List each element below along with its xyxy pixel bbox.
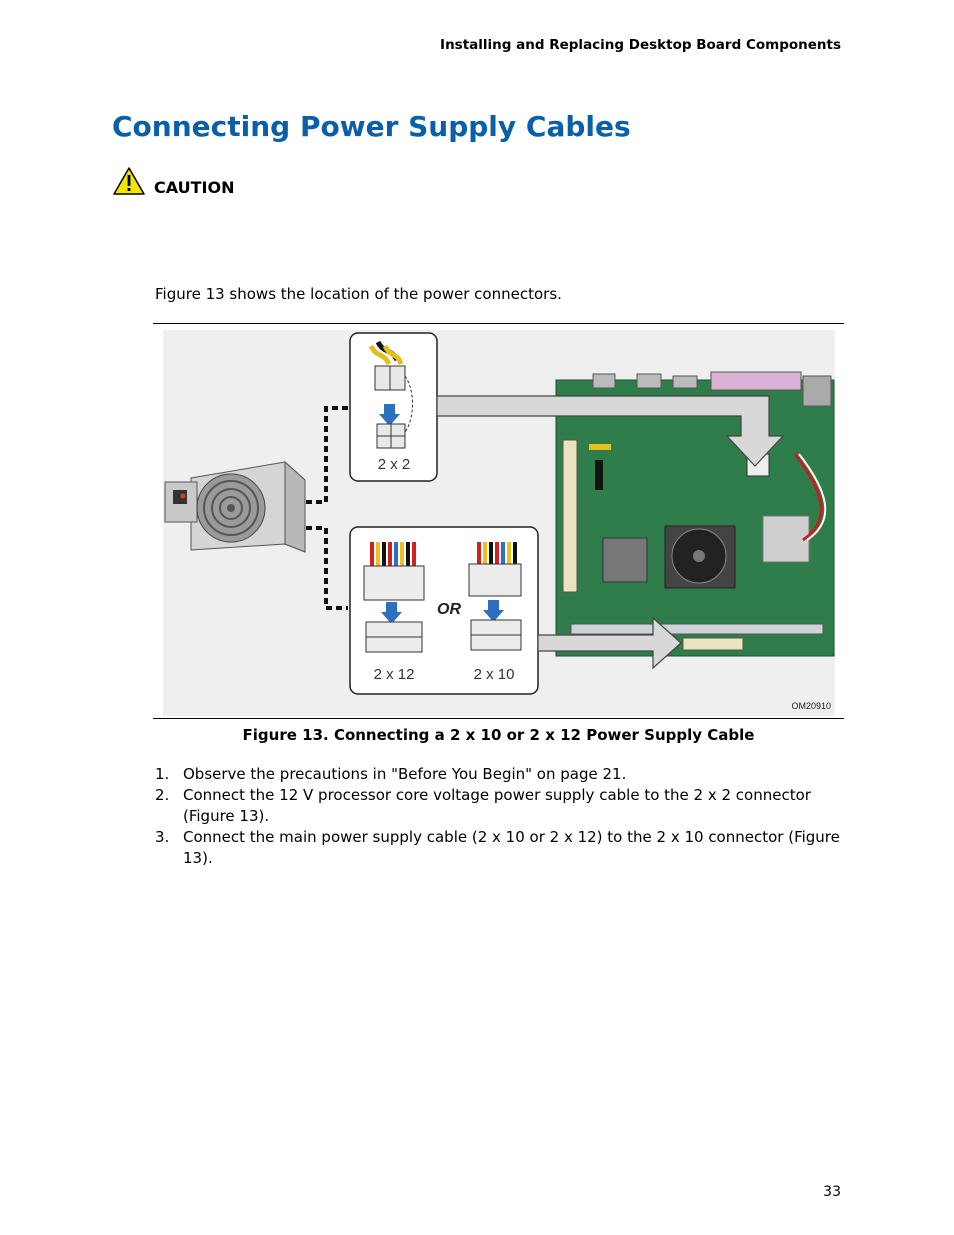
figure-13 (163, 330, 835, 716)
figure-id: OM20910 (791, 701, 831, 711)
list-item (155, 785, 845, 827)
page-number: 33 (823, 1184, 841, 1200)
label-2x10: 2 x 10 (473, 666, 515, 683)
running-header: Installing and Replacing Desktop Board Components (440, 37, 841, 53)
step-number: 1. (155, 765, 170, 783)
connector-main-panel (350, 527, 538, 694)
label-or: OR (437, 601, 461, 618)
procedure-steps (155, 764, 845, 869)
label-2x2: 2 x 2 (377, 456, 411, 473)
label-2x12: 2 x 12 (373, 666, 415, 683)
figure-caption: Figure 13. Connecting a 2 x 10 or 2 x 12 Power Supply Cable (242, 726, 755, 744)
step-number: 3. (155, 828, 170, 846)
list-item (155, 764, 845, 785)
step-text: Observe the precautions in "Before You Begin" on page 21. (183, 765, 627, 783)
list-item (155, 827, 845, 869)
step-text: Connect the main power supply cable (2 x 10 or 2 x 12) to the 2 x 10 connector (Figure 13). (183, 828, 840, 867)
step-text: Connect the 12 V processor core voltage power supply cable to the 2 x 2 connector (Figure 13). (183, 786, 811, 825)
page-title: Connecting Power Supply Cables (112, 110, 631, 143)
figure-top-rule (153, 323, 844, 324)
warning-triangle-icon (112, 166, 146, 196)
caution-label: CAUTION (154, 178, 235, 197)
intro-paragraph: Figure 13 shows the location of the power connectors. (155, 285, 562, 303)
connector-2x2-panel (350, 333, 437, 481)
caution-block (112, 166, 234, 197)
figure-bottom-rule (153, 718, 844, 719)
step-number: 2. (155, 786, 170, 804)
